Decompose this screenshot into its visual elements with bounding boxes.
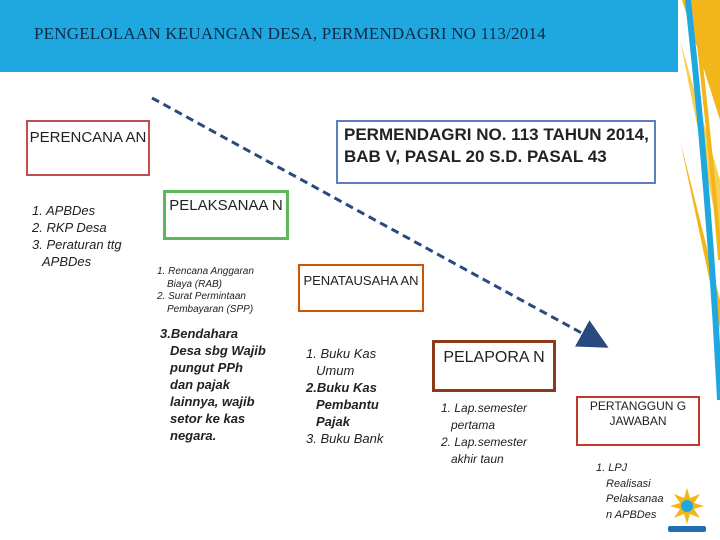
list-item: 1. Lap.semester — [441, 401, 528, 415]
list-item: APBDes — [42, 254, 92, 269]
list-item: Pembayaran (SPP) — [167, 303, 254, 315]
list-item: 2. RKP Desa — [32, 220, 107, 235]
list-item: Pajak — [316, 414, 350, 429]
penatausahaan-list — [306, 345, 431, 447]
list-item: 2.Buku Kas — [306, 380, 377, 395]
pelaksanaan-list — [157, 266, 287, 316]
pertanggungjawaban-box: PERTANGGUN G JAWABAN — [576, 396, 700, 446]
pelaporan-box: PELAPORA N — [432, 340, 556, 392]
list-item: negara. — [170, 428, 217, 443]
list-item: 2. Lap.semester — [441, 435, 528, 449]
list-item: 1. APBDes — [32, 203, 96, 218]
ministry-logo-icon — [660, 484, 714, 534]
list-item: lainnya, wajib — [170, 394, 255, 409]
list-item: akhir taun — [451, 452, 504, 466]
list-item: 1. Rencana Anggaran — [157, 266, 254, 277]
list-item: n APBDes — [606, 508, 657, 521]
list-item: dan pajak — [170, 377, 230, 392]
penatausahaan-box: PENATAUSAHA AN — [298, 264, 424, 312]
list-item: pungut PPh — [170, 360, 243, 375]
list-item: 3. Buku Bank — [306, 431, 384, 446]
list-item: Pembantu — [316, 397, 379, 412]
list-item: Biaya (RAB) — [167, 278, 223, 290]
perencanaan-box: PERENCANA AN — [26, 120, 150, 176]
page-title: PENGELOLAAN KEUANGAN DESA, PERMENDAGRI NO 113/2014 — [34, 24, 546, 43]
pelaksanaan-item3 — [160, 325, 290, 444]
list-item: 3.Bendahara — [160, 326, 239, 341]
list-item: 3. Peraturan ttg — [32, 237, 122, 252]
list-item: 2. Surat Permintaan — [157, 291, 246, 302]
list-item: Realisasi — [606, 477, 651, 490]
list-item: Umum — [316, 363, 355, 378]
list-item: setor ke kas — [170, 411, 246, 426]
list-item: Pelaksanaa — [606, 493, 664, 505]
list-item: 1. Buku Kas — [306, 346, 377, 361]
list-item: pertama — [451, 418, 496, 432]
list-item: 1. LPJ — [596, 462, 628, 474]
list-item: Desa sbg Wajib — [170, 343, 266, 358]
permendagri-box: PERMENDAGRI NO. 113 TAHUN 2014, BAB V, PASAL 20 S.D. PASAL 43 — [336, 120, 656, 184]
pelaksanaan-box: PELAKSANAA N — [163, 190, 289, 240]
perencanaan-list — [32, 202, 152, 270]
pelaporan-list — [441, 400, 566, 468]
